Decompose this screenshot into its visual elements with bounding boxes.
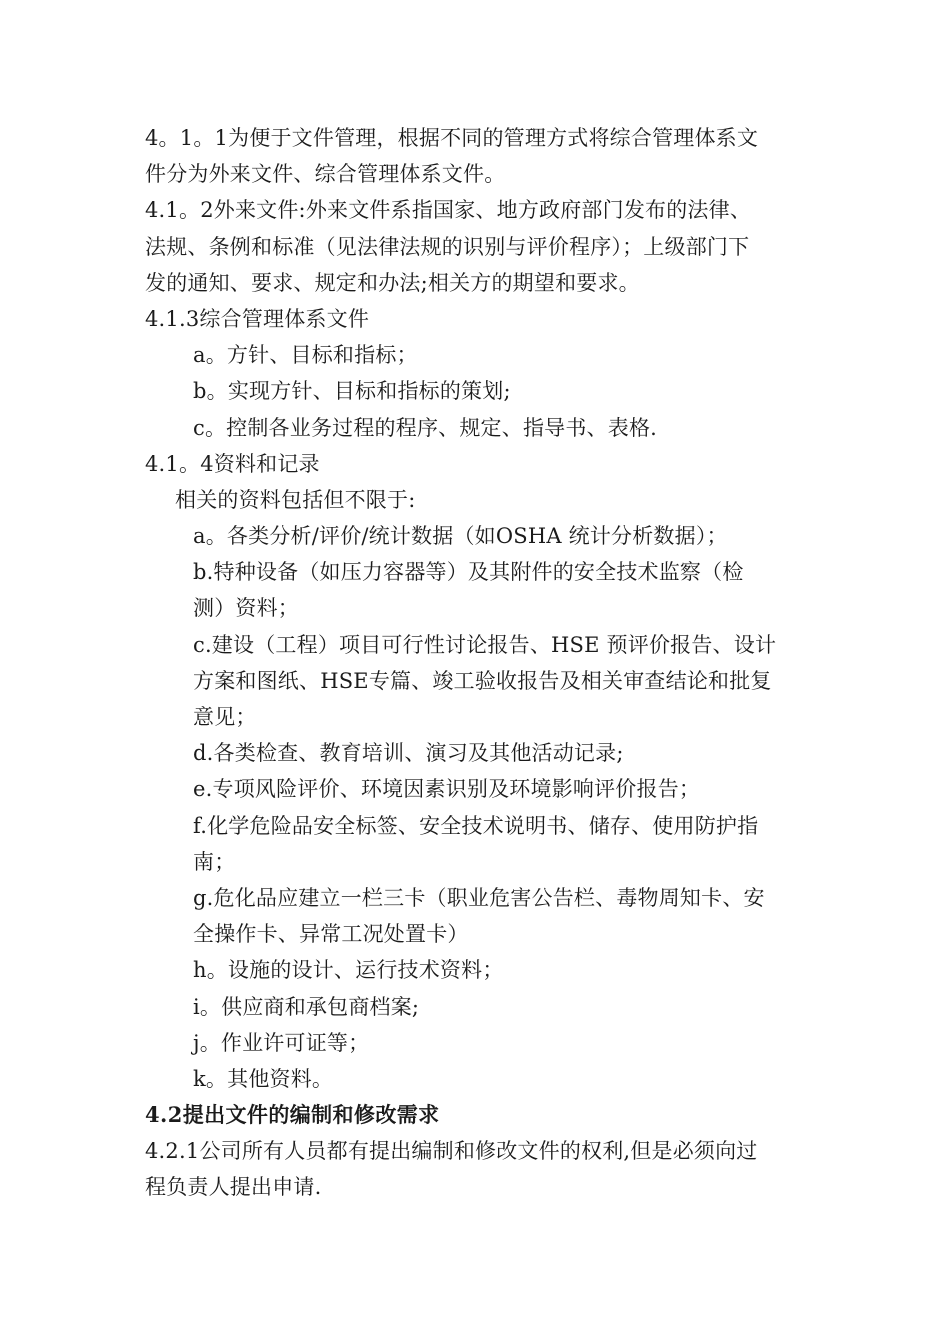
list-item-4-1-4-d: d.各类检查、教育培训、演习及其他活动记录;	[193, 741, 624, 766]
paragraph-4-1-2-line-3: 发的通知、要求、规定和办法;相关方的期望和要求。	[145, 270, 640, 295]
paragraph-4-2-1-line-2: 程负责人提出申请.	[145, 1175, 322, 1200]
section-4-1-3-title: 4.1.3综合管理体系文件	[145, 306, 370, 331]
list-item-4-1-4-g-line-2: 全操作卡、异常工况处置卡）	[193, 922, 469, 947]
list-item-4-1-4-k: k。其他资料。	[193, 1066, 334, 1091]
paragraph-4-2-1-line-1: 4.2.1公司所有人员都有提出编制和修改文件的权利,但是必须向过	[145, 1139, 758, 1164]
list-item-4-1-4-h: h。设施的设计、运行技术资料；	[193, 958, 504, 983]
materials-intro: 相关的资料包括但不限于:	[175, 487, 416, 512]
list-item-4-1-3-b: b。实现方针、目标和指标的策划;	[193, 379, 511, 404]
paragraph-4-1-2-line-2: 法规、条例和标准（见法律法规的识别与评价程序）；上级部门下	[145, 234, 750, 259]
paragraph-4-1-1-line-1: 4。1。1为便于文件管理，根据不同的管理方式将综合管理体系文	[145, 126, 759, 150]
section-4-2-heading: 4.2提出文件的编制和修改需求	[145, 1102, 440, 1128]
list-item-4-1-4-e: e.专项风险评价、环境因素识别及环境影响评价报告；	[193, 777, 701, 802]
paragraph-4-1-2-line-1: 4.1。2外来文件:外来文件系指国家、地方政府部门发布的法律、	[145, 198, 752, 223]
list-item-4-1-4-b-line-1: b.特种设备（如压力容器等）及其附件的安全技术监察（检	[193, 560, 744, 585]
document-body	[145, 120, 811, 1206]
list-item-4-1-4-i: i。供应商和承包商档案;	[193, 994, 420, 1019]
paragraph-4-1-1-line-2: 件分为外来文件、综合管理体系文件。	[145, 162, 506, 187]
list-item-4-1-4-f-line-2: 南；	[193, 849, 236, 874]
list-item-4-1-4-a: a。各类分析/评价/统计数据（如OSHA 统计分析数据）；	[193, 524, 728, 549]
list-item-4-1-4-c-line-1: c.建设（工程）项目可行性讨论报告、HSE 预评价报告、设计	[193, 632, 777, 657]
list-item-4-1-4-b-line-2: 测）资料；	[193, 596, 299, 621]
list-item-4-1-4-c-line-3: 意见；	[193, 705, 257, 729]
list-item-4-1-3-a: a。方针、目标和指标；	[193, 343, 418, 368]
list-item-4-1-4-f-line-1: f.化学危险品安全标签、安全技术说明书、储存、使用防护指	[193, 813, 759, 838]
list-item-4-1-4-j: j。作业许可证等；	[193, 1030, 370, 1055]
list-item-4-1-3-c: c。控制各业务过程的程序、规定、指导书、表格.	[193, 415, 658, 440]
list-item-4-1-4-g-line-1: g.危化品应建立一栏三卡（职业危害公告栏、毒物周知卡、安	[193, 885, 765, 910]
section-4-1-4-title: 4.1。4资料和记录	[145, 451, 320, 476]
list-item-4-1-4-c-line-2: 方案和图纸、HSE专篇、竣工验收报告及相关审查结论和批复	[193, 668, 772, 693]
